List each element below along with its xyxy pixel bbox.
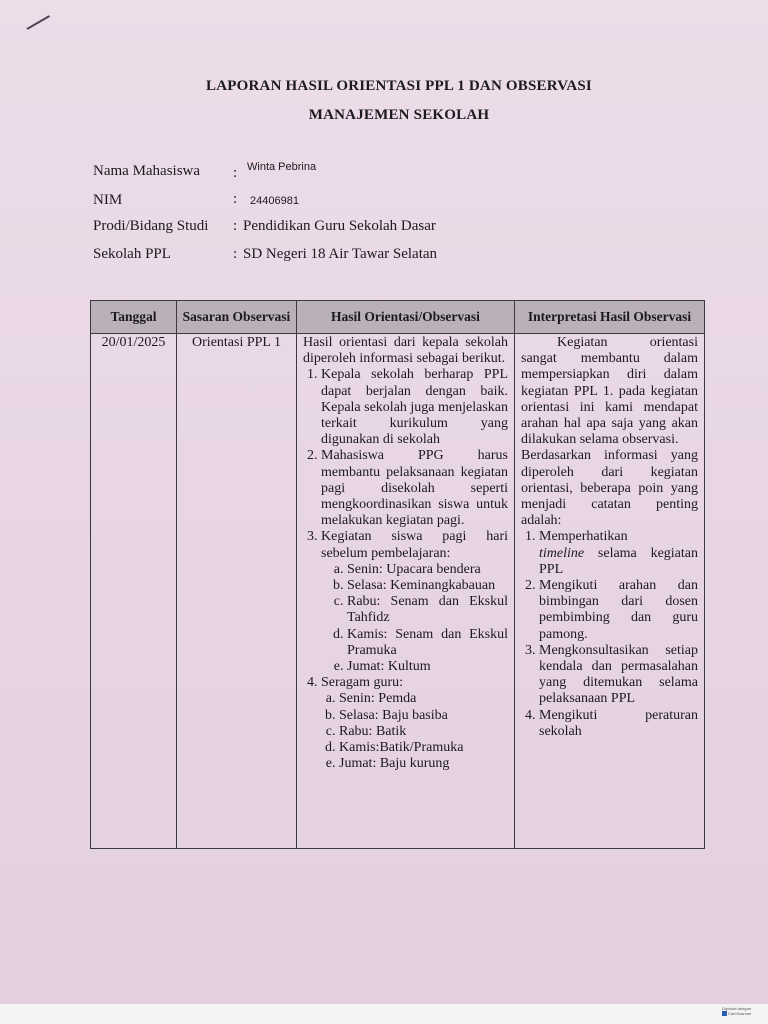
list-item: b. Selasa: Baju basiba: [339, 708, 508, 724]
list-item-emphasis: timeline: [539, 545, 585, 561]
hasil-intro: Hasil orientasi dari kepala sekolah diperoleh informasi sebagai berikut.: [303, 335, 508, 367]
list-item: [321, 529, 508, 675]
observation-table: [90, 300, 705, 849]
list-item: 1. Kepala sekolah berharap PPL dapat berjalan dengan baik. Kepala sekolah juga menjelaskan terkait kurikulum yang digunakan di sekolah: [321, 367, 508, 448]
document-title: LAPORAN HASIL ORIENTASI PPL 1 DAN OBSERVASI: [206, 78, 592, 94]
table-row: [91, 334, 705, 849]
cell-tanggal: 20/01/2025: [91, 334, 177, 849]
header-tanggal: Tanggal: [91, 301, 177, 334]
scanner-brand: CamScanner: [728, 1011, 752, 1016]
info-label: Sekolah PPL: [93, 246, 171, 262]
table-header-row: [91, 301, 705, 334]
list-item: d. Kamis: Senam dan Ekskul Pramuka: [347, 627, 508, 659]
list-item: 3. Mengkonsultasikan setiap kendala dan permasalahan yang ditemukan selama pelaksanaan PPL: [539, 643, 698, 708]
list-item: c. Rabu: Senam dan Ekskul Tahfidz: [347, 594, 508, 626]
list-item-title: Seragam guru:: [321, 675, 404, 691]
list-item: b. Selasa: Keminangkabauan: [347, 578, 508, 594]
list-item-text: Memperhatikan: [539, 529, 628, 545]
scanner-logo-icon: [722, 1011, 727, 1016]
info-value-nama: Winta Pebrina: [247, 161, 317, 173]
sublist-kegiatan: [321, 562, 508, 675]
info-value-nim: 24406981: [250, 195, 299, 207]
list-item: [321, 675, 508, 772]
scanner-watermark: [722, 1006, 762, 1020]
cell-interpretasi: [515, 334, 705, 849]
list-item-text: selama kegiatan PPL: [539, 545, 698, 577]
list-item: e. Jumat: Kultum: [347, 659, 508, 675]
info-value-sekolah: SD Negeri 18 Air Tawar Selatan: [243, 246, 438, 262]
list-item: 4. Mengikuti peraturan sekolah: [539, 708, 698, 740]
list-item: e. Jumat: Baju kurung: [339, 756, 508, 772]
info-colon: :: [233, 165, 238, 181]
info-value-prodi: Pendidikan Guru Sekolah Dasar: [243, 218, 436, 234]
header-hasil: Hasil Orientasi/Observasi: [297, 301, 515, 334]
info-label: Nama Mahasiswa: [93, 163, 201, 179]
sublist-seragam: [321, 691, 508, 772]
list-item: a. Senin: Pemda: [339, 691, 508, 707]
interp-paragraph-1: Kegiatan orientasi sangat membantu dalam mempersiapkan diri dalam kegiatan PPL 1. pada kegiatan orientasi ini kami mendapat arahan hal apa saja yang akan dilakukan selama observasi.: [521, 335, 698, 448]
list-item-title: Kegiatan siswa pagi hari sebelum pembelajaran:: [321, 529, 508, 561]
info-colon: :: [233, 246, 238, 262]
interp-list: [521, 529, 698, 740]
cell-sasaran: Orientasi PPL 1: [177, 334, 297, 849]
list-item: 2. Mahasiswa PPG harus membantu pelaksanaan kegiatan pagi disekolah seperti mengkoordinasikan siswa untuk melakukan kegiatan pagi.: [321, 448, 508, 529]
list-item: c. Rabu: Batik: [339, 724, 508, 740]
hasil-list: [303, 367, 508, 772]
list-item: [539, 529, 698, 578]
scanner-caption: Dipindai dengan: [722, 1006, 751, 1011]
info-label: NIM: [93, 192, 123, 208]
list-item: 2. Mengikuti arahan dan bimbingan dari dosen pembimbing dan guru pamong.: [539, 578, 698, 643]
cell-hasil: [297, 334, 515, 849]
interp-paragraph-2: Berdasarkan informasi yang diperoleh dari kegiatan orientasi, beberapa poin yang menjadi catatan penting adalah:: [521, 448, 698, 529]
info-colon: :: [233, 191, 238, 207]
list-item: d. Kamis:Batik/Pramuka: [339, 740, 508, 756]
info-label: Prodi/Bidang Studi: [93, 218, 209, 234]
header-interpretasi: Interpretasi Hasil Observasi: [515, 301, 705, 334]
info-colon: :: [233, 218, 238, 234]
list-item: a. Senin: Upacara bendera: [347, 562, 508, 578]
document-subtitle: MANAJEMEN SEKOLAH: [308, 107, 490, 123]
bottom-strip: [0, 1004, 768, 1024]
header-sasaran: Sasaran Observasi: [177, 301, 297, 334]
